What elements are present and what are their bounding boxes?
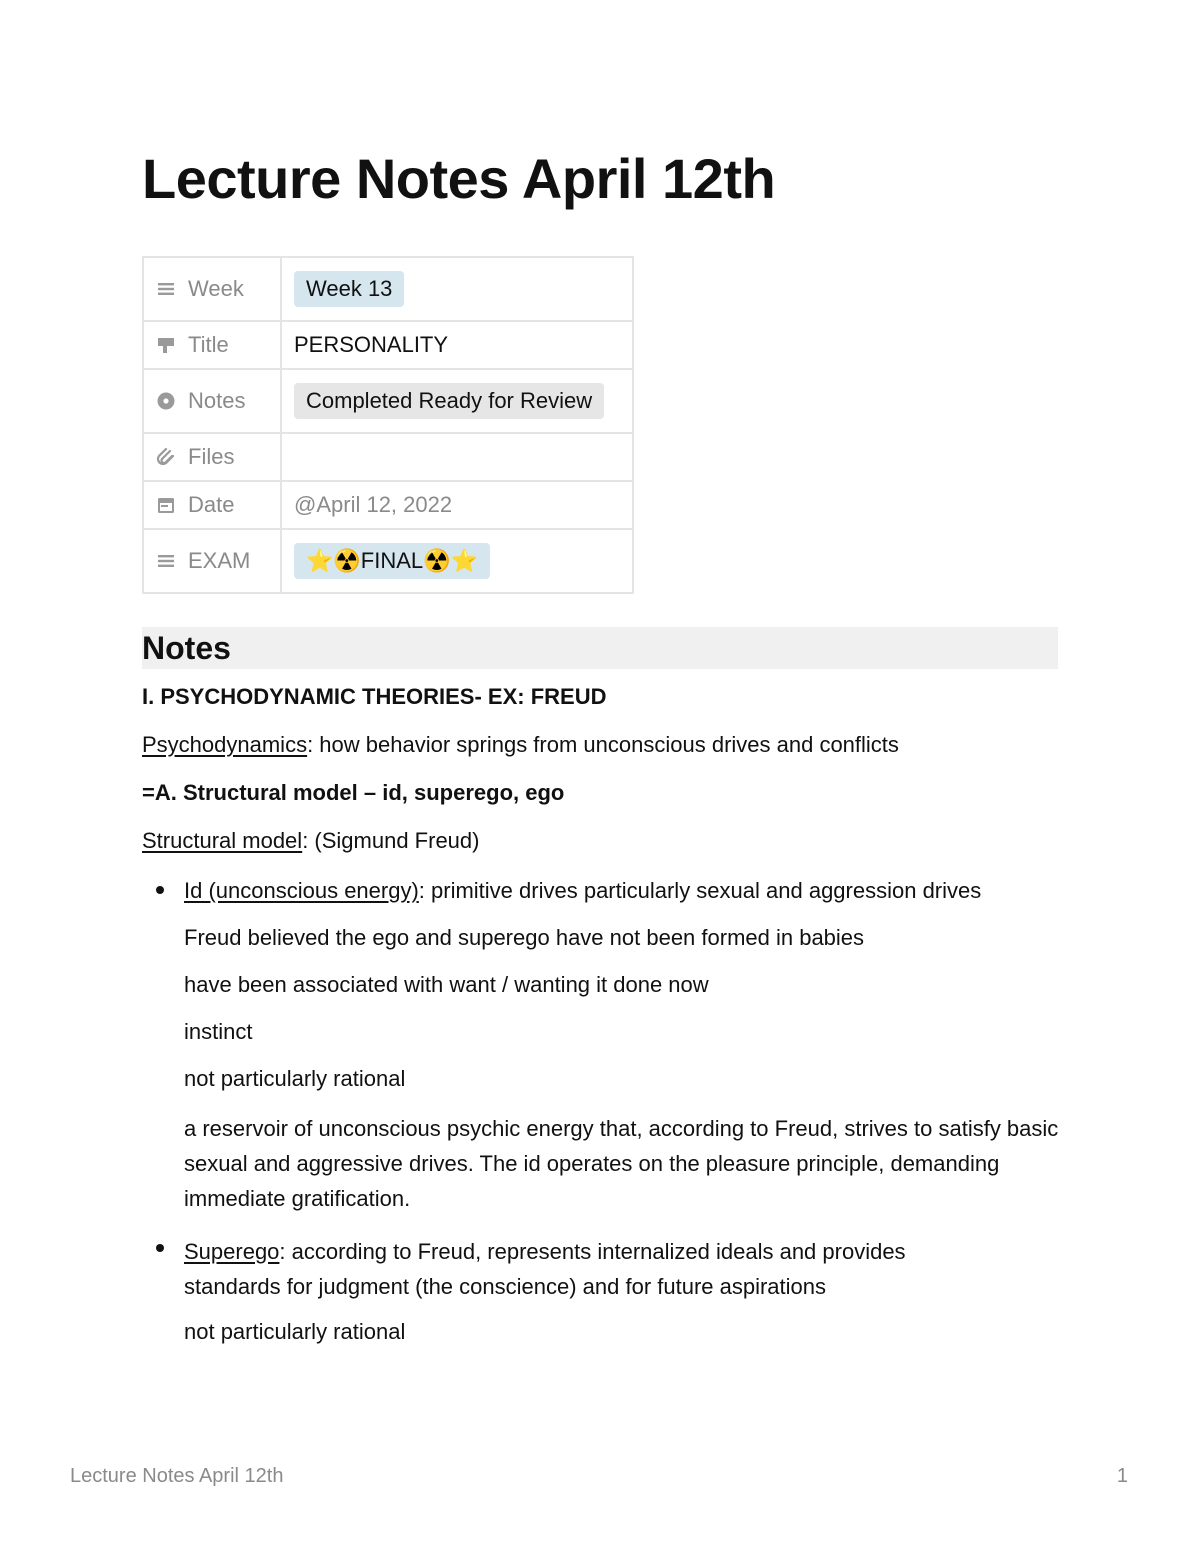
note-line: a reservoir of unconscious psychic energy that, according to Freud, strives to satisfy basic sexual and aggressive drives. The id operates on the pleasure principle, demanding immediate gratification.	[184, 1116, 1059, 1211]
calendar-icon	[156, 495, 176, 515]
page-title: Lecture Notes April 12th	[142, 147, 776, 210]
property-row-date	[143, 481, 633, 529]
footer-title: Lecture Notes April 12th	[70, 1465, 284, 1487]
notes-content	[142, 682, 1062, 1347]
notes-heading: Notes	[142, 627, 1058, 669]
list-item	[142, 1234, 1062, 1347]
files-value[interactable]	[281, 433, 633, 481]
title-icon	[156, 335, 176, 355]
list-icon	[156, 279, 176, 299]
paperclip-icon	[156, 447, 176, 467]
bullet-dot	[156, 1244, 164, 1252]
note-line: Freud believed the ego and superego have not been formed in babies	[184, 925, 865, 950]
term: Id (unconscious energy)	[184, 878, 419, 903]
status-icon	[156, 391, 176, 411]
section-heading: I. PSYCHODYNAMIC THEORIES- EX: FREUD	[142, 684, 607, 709]
property-row-files	[143, 433, 633, 481]
date-value[interactable]: @April 12, 2022	[281, 481, 633, 529]
property-row-exam	[143, 529, 633, 593]
note-line: have been associated with want / wanting it done now	[184, 972, 709, 997]
structural-model-definition	[142, 826, 1062, 856]
property-row-title	[143, 321, 633, 369]
property-name: Title	[188, 332, 229, 357]
page-number: 1	[1116, 1465, 1128, 1487]
definition: : how behavior springs from unconscious drives and conflicts	[307, 732, 899, 757]
properties-table	[142, 256, 634, 594]
property-row-notes	[143, 369, 633, 433]
property-name: Week	[188, 276, 244, 301]
term: Superego	[184, 1239, 280, 1264]
week-tag[interactable]: Week 13	[294, 271, 404, 307]
subsection-heading: =A. Structural model – id, superego, ego	[142, 780, 565, 805]
property-row-week	[143, 257, 633, 321]
property-name: EXAM	[188, 548, 251, 573]
note-line: not particularly rational	[184, 1066, 406, 1091]
property-name: Notes	[188, 388, 246, 413]
definition: : according to Freud, represents internalized ideals and provides standards for judgment (the conscience) and for future aspirations	[184, 1239, 906, 1299]
definition: : (Sigmund Freud)	[302, 828, 480, 853]
term: Structural model	[142, 828, 303, 853]
list-icon	[156, 551, 176, 571]
property-name: Date	[188, 492, 235, 517]
list-item	[142, 876, 1062, 1216]
title-value[interactable]: PERSONALITY	[281, 321, 633, 369]
definition: : primitive drives particularly sexual and aggression drives	[418, 878, 982, 903]
exam-tag[interactable]: ⭐☢️FINAL☢️⭐	[294, 543, 490, 579]
property-name: Files	[188, 444, 235, 469]
bullet-dot	[156, 886, 164, 894]
psychodynamics-definition	[142, 730, 1062, 760]
note-line: not particularly rational	[184, 1319, 406, 1344]
notes-status-tag[interactable]: Completed Ready for Review	[294, 383, 604, 419]
note-line: instinct	[184, 1019, 253, 1044]
term: Psychodynamics	[142, 732, 308, 757]
